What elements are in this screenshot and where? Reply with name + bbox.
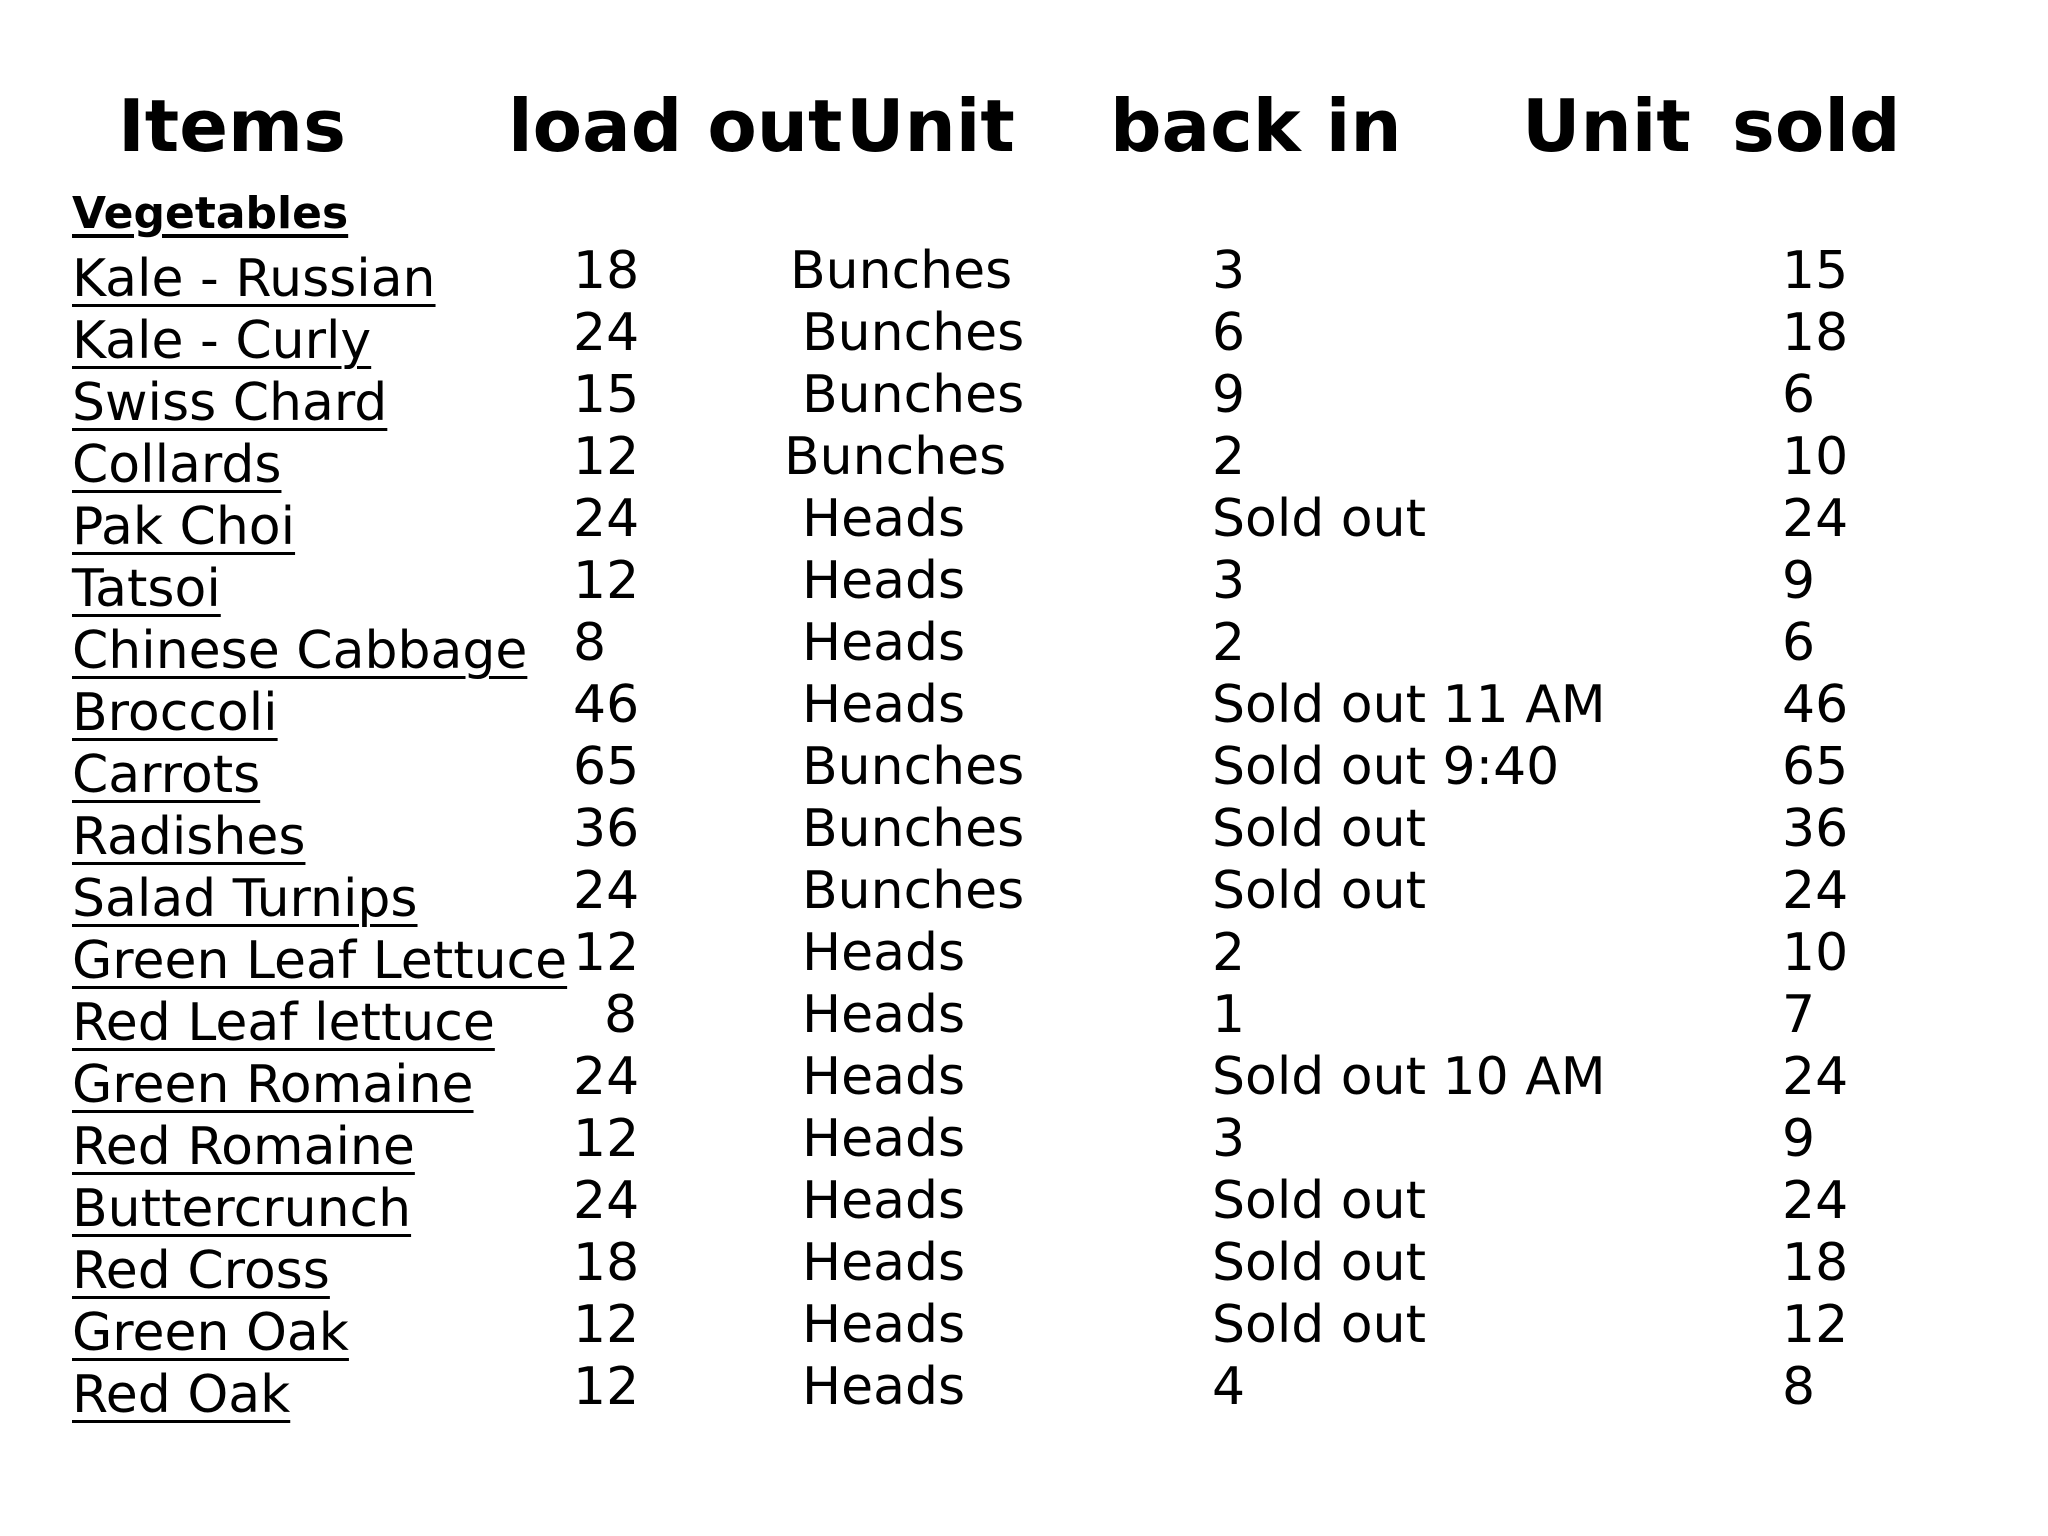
back-in-value: 4 — [1212, 1357, 1246, 1417]
unit-value: Heads — [802, 551, 966, 611]
item-name: Buttercrunch — [72, 1179, 412, 1239]
item-name: Swiss Chard — [72, 373, 388, 433]
load-out-value: 12 — [573, 427, 640, 487]
load-out-value: 12 — [573, 923, 640, 983]
back-in-value: Sold out — [1212, 799, 1426, 859]
unit-value: Heads — [802, 489, 966, 549]
back-in-value: Sold out 9:40 — [1212, 737, 1560, 797]
table-row — [0, 922, 2048, 991]
back-in-value: 9 — [1212, 365, 1246, 425]
unit-value: Heads — [802, 1171, 966, 1231]
unit-value: Bunches — [802, 799, 1025, 859]
unit-value: Heads — [802, 1295, 966, 1355]
back-in-value: 3 — [1212, 241, 1246, 301]
load-out-value: 65 — [573, 737, 640, 797]
table-row — [0, 798, 2048, 867]
back-in-value: Sold out — [1212, 861, 1426, 921]
sold-value: 7 — [1782, 985, 1816, 1045]
item-name: Chinese Cabbage — [72, 621, 528, 681]
item-name: Salad Turnips — [72, 869, 418, 929]
sold-value: 6 — [1782, 613, 1816, 673]
unit-value: Heads — [802, 675, 966, 735]
sold-value: 10 — [1782, 427, 1849, 487]
table-row — [0, 1046, 2048, 1115]
load-out-value: 8 — [604, 985, 638, 1045]
sold-value: 65 — [1782, 737, 1849, 797]
table-row — [0, 1170, 2048, 1239]
back-in-value: Sold out 10 AM — [1212, 1047, 1606, 1107]
sold-value: 36 — [1782, 799, 1849, 859]
sold-value: 9 — [1782, 1109, 1816, 1169]
item-name: Kale - Curly — [72, 311, 372, 371]
back-in-value: 3 — [1212, 551, 1246, 611]
sold-value: 6 — [1782, 365, 1816, 425]
load-out-value: 24 — [573, 1047, 640, 1107]
load-out-value: 24 — [573, 861, 640, 921]
header-sold: sold — [1732, 84, 1901, 168]
table-row — [0, 736, 2048, 805]
unit-value: Bunches — [790, 241, 1013, 301]
table-row — [0, 1232, 2048, 1301]
sold-value: 18 — [1782, 303, 1849, 363]
load-out-value: 36 — [573, 799, 640, 859]
back-in-value: 2 — [1212, 427, 1246, 487]
load-out-value: 12 — [573, 1357, 640, 1417]
back-in-value: Sold out 11 AM — [1212, 675, 1606, 735]
item-name: Green Oak — [72, 1303, 349, 1363]
load-out-value: 18 — [573, 1233, 640, 1293]
item-name: Red Cross — [72, 1241, 330, 1301]
item-name: Red Oak — [72, 1365, 291, 1425]
load-out-value: 46 — [573, 675, 640, 735]
unit-value: Heads — [802, 613, 966, 673]
back-in-value: 3 — [1212, 1109, 1246, 1169]
back-in-value: 2 — [1212, 923, 1246, 983]
unit-value: Bunches — [802, 737, 1025, 797]
item-name: Collards — [72, 435, 282, 495]
sold-value: 24 — [1782, 1047, 1849, 1107]
item-name: Green Romaine — [72, 1055, 474, 1115]
unit-value: Bunches — [802, 365, 1025, 425]
header-unit: Unit — [846, 84, 1015, 168]
sold-value: 15 — [1782, 241, 1849, 301]
back-in-value: 6 — [1212, 303, 1246, 363]
unit-value: Bunches — [802, 861, 1025, 921]
table-row — [0, 1294, 2048, 1363]
header-back-in: back in — [1110, 84, 1402, 168]
load-out-value: 24 — [573, 1171, 640, 1231]
load-out-value: 12 — [573, 1109, 640, 1169]
table-row — [0, 426, 2048, 495]
table-row — [0, 550, 2048, 619]
sold-value: 8 — [1782, 1357, 1816, 1417]
item-name: Radishes — [72, 807, 306, 867]
sold-value: 24 — [1782, 861, 1849, 921]
header-load-out: load out — [508, 84, 843, 168]
item-name: Tatsoi — [72, 559, 221, 619]
section-label: Vegetables — [72, 188, 349, 239]
load-out-value: 12 — [573, 551, 640, 611]
item-name: Kale - Russian — [72, 249, 436, 309]
back-in-value: Sold out — [1212, 1171, 1426, 1231]
item-name: Broccoli — [72, 683, 278, 743]
unit-value: Bunches — [784, 427, 1007, 487]
back-in-value: 2 — [1212, 613, 1246, 673]
unit-value: Heads — [802, 1357, 966, 1417]
table-row — [0, 240, 2048, 309]
load-out-value: 8 — [573, 613, 607, 673]
table-row — [0, 1356, 2048, 1425]
sold-value: 24 — [1782, 489, 1849, 549]
load-out-value: 18 — [573, 241, 640, 301]
table-row — [0, 674, 2048, 743]
unit-value: Heads — [802, 923, 966, 983]
item-name: Green Leaf Lettuce — [72, 931, 568, 991]
back-in-value: Sold out — [1212, 1295, 1426, 1355]
item-name: Red Leaf lettuce — [72, 993, 495, 1053]
load-out-value: 15 — [573, 365, 640, 425]
unit-value: Heads — [802, 985, 966, 1045]
item-name: Pak Choi — [72, 497, 296, 557]
unit-value: Heads — [802, 1233, 966, 1293]
table-row — [0, 1108, 2048, 1177]
sold-value: 9 — [1782, 551, 1816, 611]
unit-value: Heads — [802, 1047, 966, 1107]
back-in-value: 1 — [1212, 985, 1246, 1045]
unit-value: Bunches — [802, 303, 1025, 363]
load-out-value: 24 — [573, 489, 640, 549]
sold-value: 24 — [1782, 1171, 1849, 1231]
sold-value: 46 — [1782, 675, 1849, 735]
table-row — [0, 364, 2048, 433]
table-row — [0, 302, 2048, 371]
table-row — [0, 488, 2048, 557]
back-in-value: Sold out — [1212, 1233, 1426, 1293]
load-out-value: 12 — [573, 1295, 640, 1355]
table-row — [0, 984, 2048, 1053]
sold-value: 18 — [1782, 1233, 1849, 1293]
load-out-value: 24 — [573, 303, 640, 363]
table-row — [0, 860, 2048, 929]
back-in-value: Sold out — [1212, 489, 1426, 549]
header-unit-2: Unit — [1522, 84, 1691, 168]
table-row — [0, 612, 2048, 681]
item-name: Carrots — [72, 745, 261, 805]
sold-value: 12 — [1782, 1295, 1849, 1355]
unit-value: Heads — [802, 1109, 966, 1169]
header-items: Items — [118, 84, 346, 168]
sold-value: 10 — [1782, 923, 1849, 983]
item-name: Red Romaine — [72, 1117, 415, 1177]
